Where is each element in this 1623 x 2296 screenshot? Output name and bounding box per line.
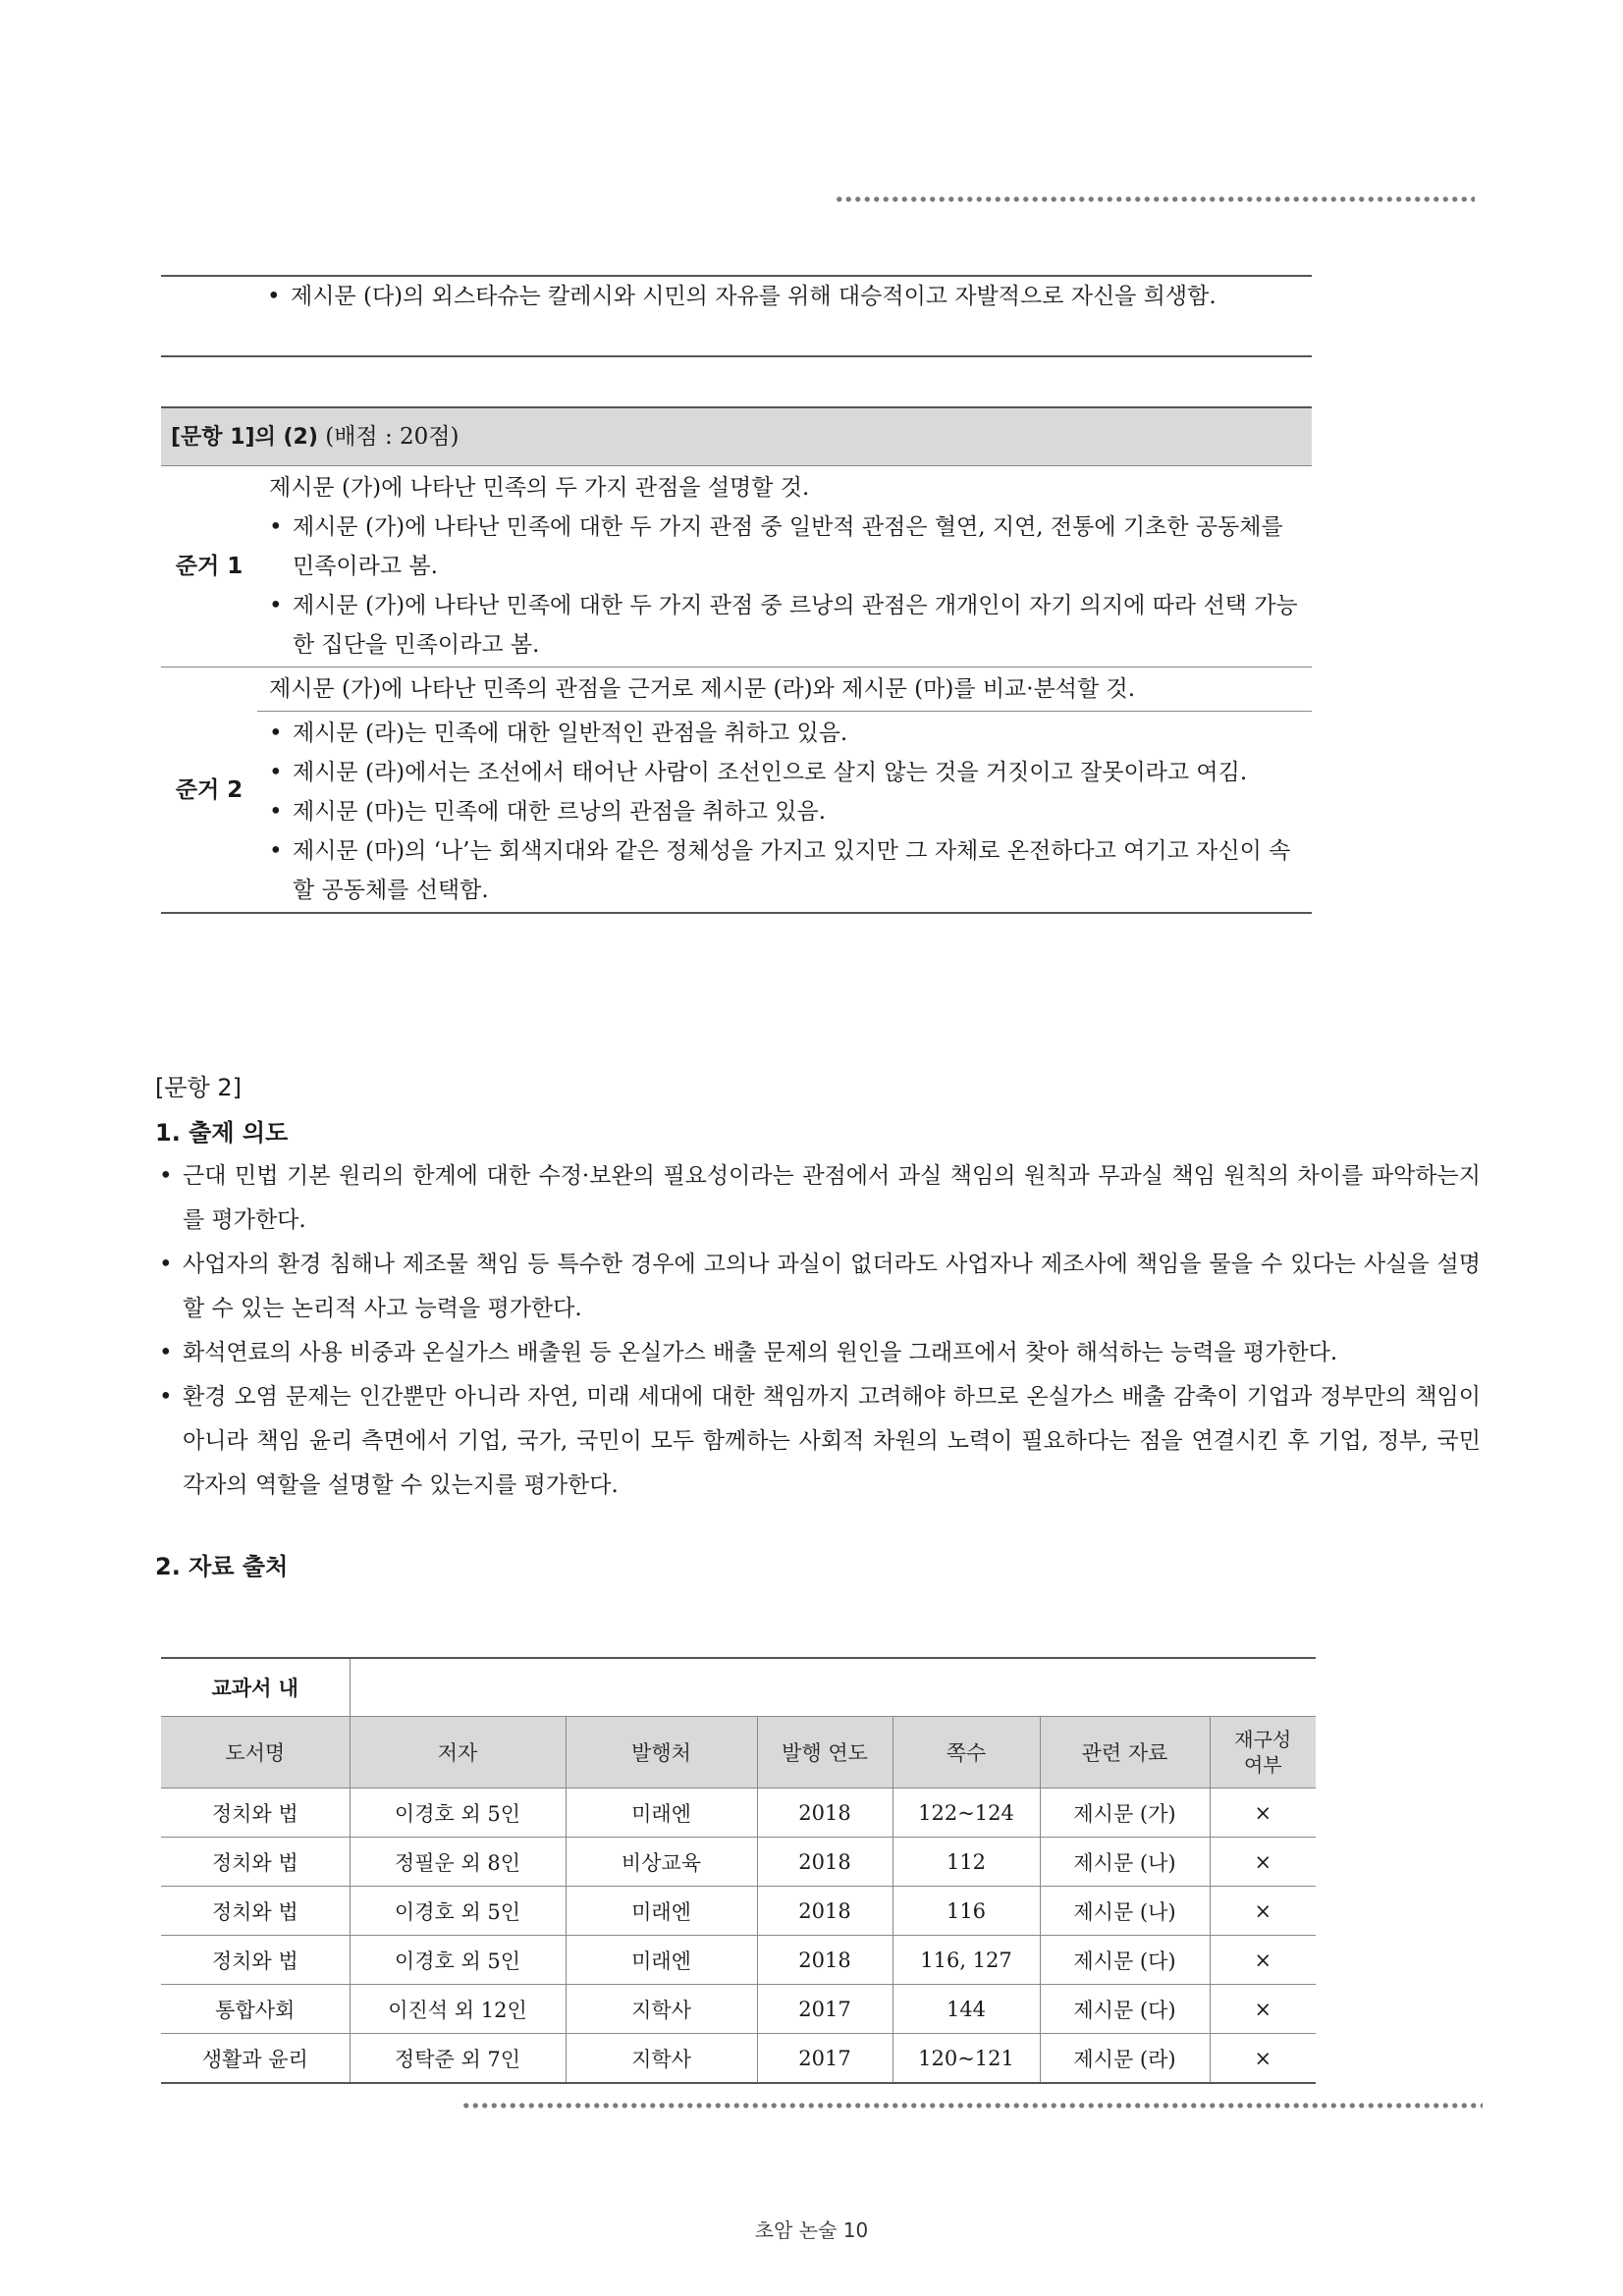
criterion-2-label: 준거 2 bbox=[161, 667, 257, 914]
dotted-rule-bottom bbox=[461, 2101, 1483, 2110]
cell-publisher: 미래엔 bbox=[566, 1887, 757, 1936]
cell-material: 제시문 (라) bbox=[1040, 2034, 1210, 2084]
cell-author: 이진석 외 12인 bbox=[350, 1985, 566, 2034]
dotted-rule-top bbox=[835, 194, 1475, 204]
cell-book: 정치와 법 bbox=[161, 1789, 350, 1838]
cell-author: 정탁준 외 7인 bbox=[350, 2034, 566, 2084]
cell-year: 2017 bbox=[757, 2034, 893, 2084]
criterion-2-item: • 제시문 (마)는 민족에 대한 르낭의 관점을 취하고 있음. bbox=[265, 792, 1306, 831]
sources-table-title-blank bbox=[350, 1658, 1316, 1717]
cell-material: 제시문 (다) bbox=[1040, 1985, 1210, 2034]
col-header-book: 도서명 bbox=[161, 1717, 350, 1789]
cell-material: 제시문 (다) bbox=[1040, 1936, 1210, 1985]
cell-restructured: × bbox=[1210, 1789, 1316, 1838]
cell-material: 제시문 (나) bbox=[1040, 1838, 1210, 1887]
col-header-pages: 쪽수 bbox=[893, 1717, 1040, 1789]
criterion-1-item: • 제시문 (가)에 나타난 민족에 대한 두 가지 관점 중 일반적 관점은 혈연, 지연, 전통에 기초한 공동체를 민족이라고 봄. bbox=[265, 507, 1306, 586]
cell-author: 이경호 외 5인 bbox=[350, 1936, 566, 1985]
cell-pages: 122~124 bbox=[893, 1789, 1040, 1838]
table-row bbox=[161, 2034, 1316, 2084]
cell-book: 정치와 법 bbox=[161, 1936, 350, 1985]
criteria-header-points: (배점 : 20점) bbox=[317, 423, 460, 450]
criteria-table bbox=[161, 406, 1312, 914]
intent-item: • 화석연료의 사용 비중과 온실가스 배출원 등 온실가스 배출 문제의 원인을 그래프에서 찾아 해석하는 능력을 평가한다. bbox=[155, 1331, 1481, 1375]
cell-year: 2018 bbox=[757, 1789, 893, 1838]
cell-restructured: × bbox=[1210, 2034, 1316, 2084]
intent-item: • 사업자의 환경 침해나 제조물 책임 등 특수한 경우에 고의나 과실이 없더라도 사업자나 제조사에 책임을 물을 수 있다는 사실을 설명할 수 있는 논리적 사고 능력을 평가한다. bbox=[155, 1243, 1481, 1331]
col-header-material: 관련 자료 bbox=[1040, 1717, 1210, 1789]
cell-material: 제시문 (나) bbox=[1040, 1887, 1210, 1936]
cell-restructured: × bbox=[1210, 1887, 1316, 1936]
question-2-title: [문항 2] bbox=[155, 1074, 242, 1101]
cell-book: 통합사회 bbox=[161, 1985, 350, 2034]
cell-author: 이경호 외 5인 bbox=[350, 1887, 566, 1936]
cell-book: 정치와 법 bbox=[161, 1887, 350, 1936]
cell-author: 이경호 외 5인 bbox=[350, 1789, 566, 1838]
table-row bbox=[161, 1838, 1316, 1887]
cell-restructured: × bbox=[1210, 1936, 1316, 1985]
criterion-1-item: • 제시문 (가)에 나타난 민족에 대한 두 가지 관점 중 르낭의 관점은 개개인이 자기 의지에 따라 선택 가능한 집단을 민족이라고 봄. bbox=[265, 586, 1306, 665]
cell-publisher: 미래엔 bbox=[566, 1936, 757, 1985]
cell-pages: 116, 127 bbox=[893, 1936, 1040, 1985]
criterion-1-task: 제시문 (가)에 나타난 민족의 두 가지 관점을 설명할 것. bbox=[269, 475, 810, 501]
cell-book: 정치와 법 bbox=[161, 1838, 350, 1887]
cell-year: 2018 bbox=[757, 1936, 893, 1985]
table-row bbox=[161, 1936, 1316, 1985]
cell-material: 제시문 (가) bbox=[1040, 1789, 1210, 1838]
cell-publisher: 비상교육 bbox=[566, 1838, 757, 1887]
question-2-section bbox=[155, 1068, 1481, 1586]
cell-restructured: × bbox=[1210, 1838, 1316, 1887]
cell-year: 2018 bbox=[757, 1838, 893, 1887]
cell-year: 2017 bbox=[757, 1985, 893, 2034]
table-row bbox=[161, 1789, 1316, 1838]
col-header-restructured: 재구성 여부 bbox=[1210, 1717, 1316, 1789]
col-header-author: 저자 bbox=[350, 1717, 566, 1789]
cell-pages: 112 bbox=[893, 1838, 1040, 1887]
cell-book: 생활과 윤리 bbox=[161, 2034, 350, 2084]
sources-table-title: 교과서 내 bbox=[161, 1658, 350, 1717]
continuation-item: • 제시문 (다)의 외스타슈는 칼레시와 시민의 자유를 위해 대승적이고 자발적으로 자신을 희생함. bbox=[263, 277, 1312, 316]
criteria-header-bold: [문항 1]의 (2) bbox=[171, 424, 318, 450]
sources-table bbox=[161, 1657, 1316, 2084]
criterion-2-item: • 제시문 (라)에서는 조선에서 태어난 사람이 조선인으로 살지 않는 것을 거짓이고 잘못이라고 여김. bbox=[265, 753, 1306, 792]
table-row bbox=[161, 1887, 1316, 1936]
table-row bbox=[161, 1985, 1316, 2034]
criterion-2-task: 제시문 (가)에 나타난 민족의 관점을 근거로 제시문 (라)와 제시문 (마)를 비교·분석할 것. bbox=[257, 667, 1312, 712]
cell-author: 정필운 외 8인 bbox=[350, 1838, 566, 1887]
cell-publisher: 지학사 bbox=[566, 1985, 757, 2034]
col-header-publisher: 발행처 bbox=[566, 1717, 757, 1789]
page-footer: 초암 논술 10 bbox=[754, 2218, 869, 2242]
criterion-2-item: • 제시문 (라)는 민족에 대한 일반적인 관점을 취하고 있음. bbox=[265, 714, 1306, 753]
cell-publisher: 지학사 bbox=[566, 2034, 757, 2084]
continuation-block bbox=[161, 275, 1312, 357]
criterion-1-body bbox=[257, 466, 1312, 667]
cell-year: 2018 bbox=[757, 1887, 893, 1936]
intent-item: • 환경 오염 문제는 인간뿐만 아니라 자연, 미래 세대에 대한 책임까지 고려해야 하므로 온실가스 배출 감축이 기업과 정부만의 책임이 아니라 책임 윤리 측면에서 기업, 국가, 국민이 모두 함께하는 사회적 차원의 노력이 필요하다는 점을 연결시킨 후 기업, 정부, 국민 각자의 역할을 설명할 수 있는지를 평가한다. bbox=[155, 1375, 1481, 1508]
cell-restructured: × bbox=[1210, 1985, 1316, 2034]
criteria-header bbox=[161, 407, 1312, 466]
col-header-year: 발행 연도 bbox=[757, 1717, 893, 1789]
criterion-1-label: 준거 1 bbox=[161, 466, 257, 667]
intent-item: • 근대 민법 기본 원리의 한계에 대한 수정·보완의 필요성이라는 관점에서 과실 책임의 원칙과 무과실 책임 원칙의 차이를 파악하는지를 평가한다. bbox=[155, 1154, 1481, 1243]
cell-pages: 116 bbox=[893, 1887, 1040, 1936]
criterion-2-body bbox=[257, 712, 1312, 914]
criterion-2-item: • 제시문 (마)의 ‘나’는 회색지대와 같은 정체성을 가지고 있지만 그 자체로 온전하다고 여기고 자신이 속할 공동체를 선택함. bbox=[265, 831, 1306, 910]
cell-publisher: 미래엔 bbox=[566, 1789, 757, 1838]
intent-heading: 1. 출제 의도 bbox=[155, 1119, 289, 1147]
cell-pages: 120~121 bbox=[893, 2034, 1040, 2084]
sources-heading: 2. 자료 출처 bbox=[155, 1553, 289, 1580]
cell-pages: 144 bbox=[893, 1985, 1040, 2034]
